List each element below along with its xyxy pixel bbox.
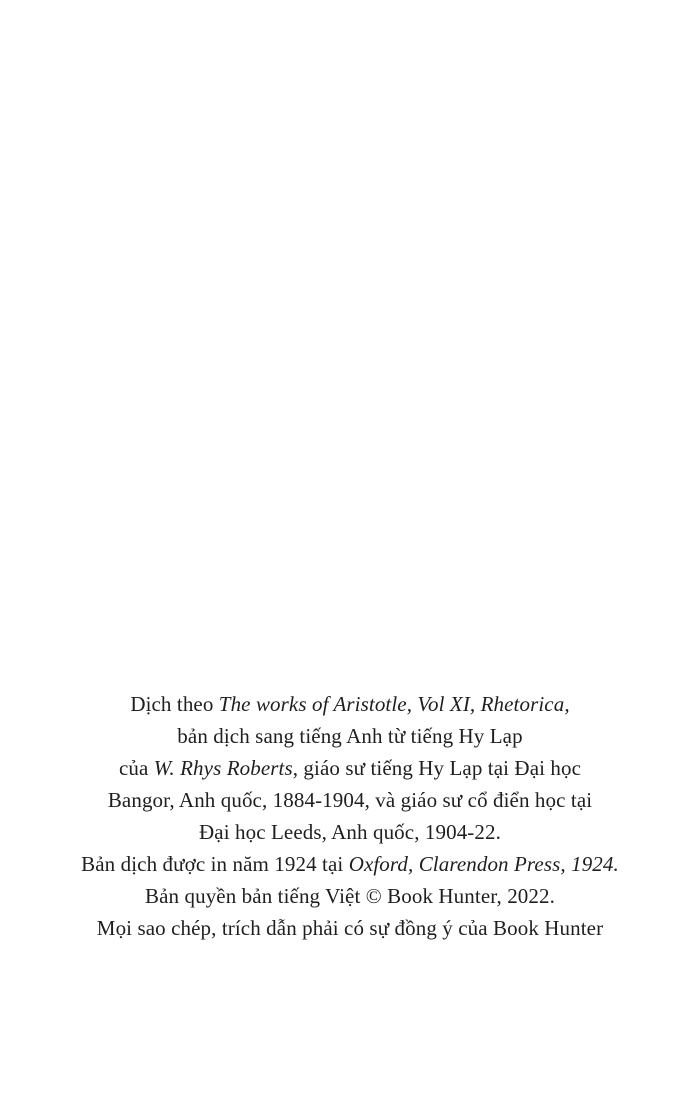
colophon-line-translator xyxy=(70,752,630,784)
colophon-text: , giáo sư tiếng Hy Lạp tại Đại học xyxy=(292,756,582,780)
colophon-line-permission xyxy=(70,912,630,944)
colophon-book-title: The works of Aristotle, Vol XI, Rhetorica, xyxy=(218,692,570,716)
colophon-line-bangor xyxy=(70,784,630,816)
colophon-text: Bangor, Anh quốc, 1884-1904, và giáo sư cổ điển học tại xyxy=(107,788,593,812)
colophon-publisher-original: Oxford, Clarendon Press, 1924. xyxy=(348,852,619,876)
colophon-line-leeds xyxy=(70,816,630,848)
colophon-text: của xyxy=(118,756,154,780)
colophon-text: Đại học Leeds, Anh quốc, 1904-22. xyxy=(199,820,501,844)
colophon-block xyxy=(70,688,630,944)
colophon-copyright-text: Bản quyền bản tiếng Việt © Book Hunter, 2022. xyxy=(145,884,555,908)
colophon-text: Bản dịch được in năm 1924 tại xyxy=(81,852,349,876)
colophon-line-translation-note xyxy=(70,720,630,752)
colophon-line-print-info xyxy=(70,848,630,880)
colophon-text: Dịch theo xyxy=(130,692,219,716)
colophon-line-source xyxy=(70,688,630,720)
colophon-text: bản dịch sang tiếng Anh từ tiếng Hy Lạp xyxy=(177,724,523,748)
colophon-line-copyright xyxy=(70,880,630,912)
colophon-translator-name: W. Rhys Roberts xyxy=(153,756,293,780)
colophon-text: Mọi sao chép, trích dẫn phải có sự đồng ý của Book Hunter xyxy=(96,916,604,940)
